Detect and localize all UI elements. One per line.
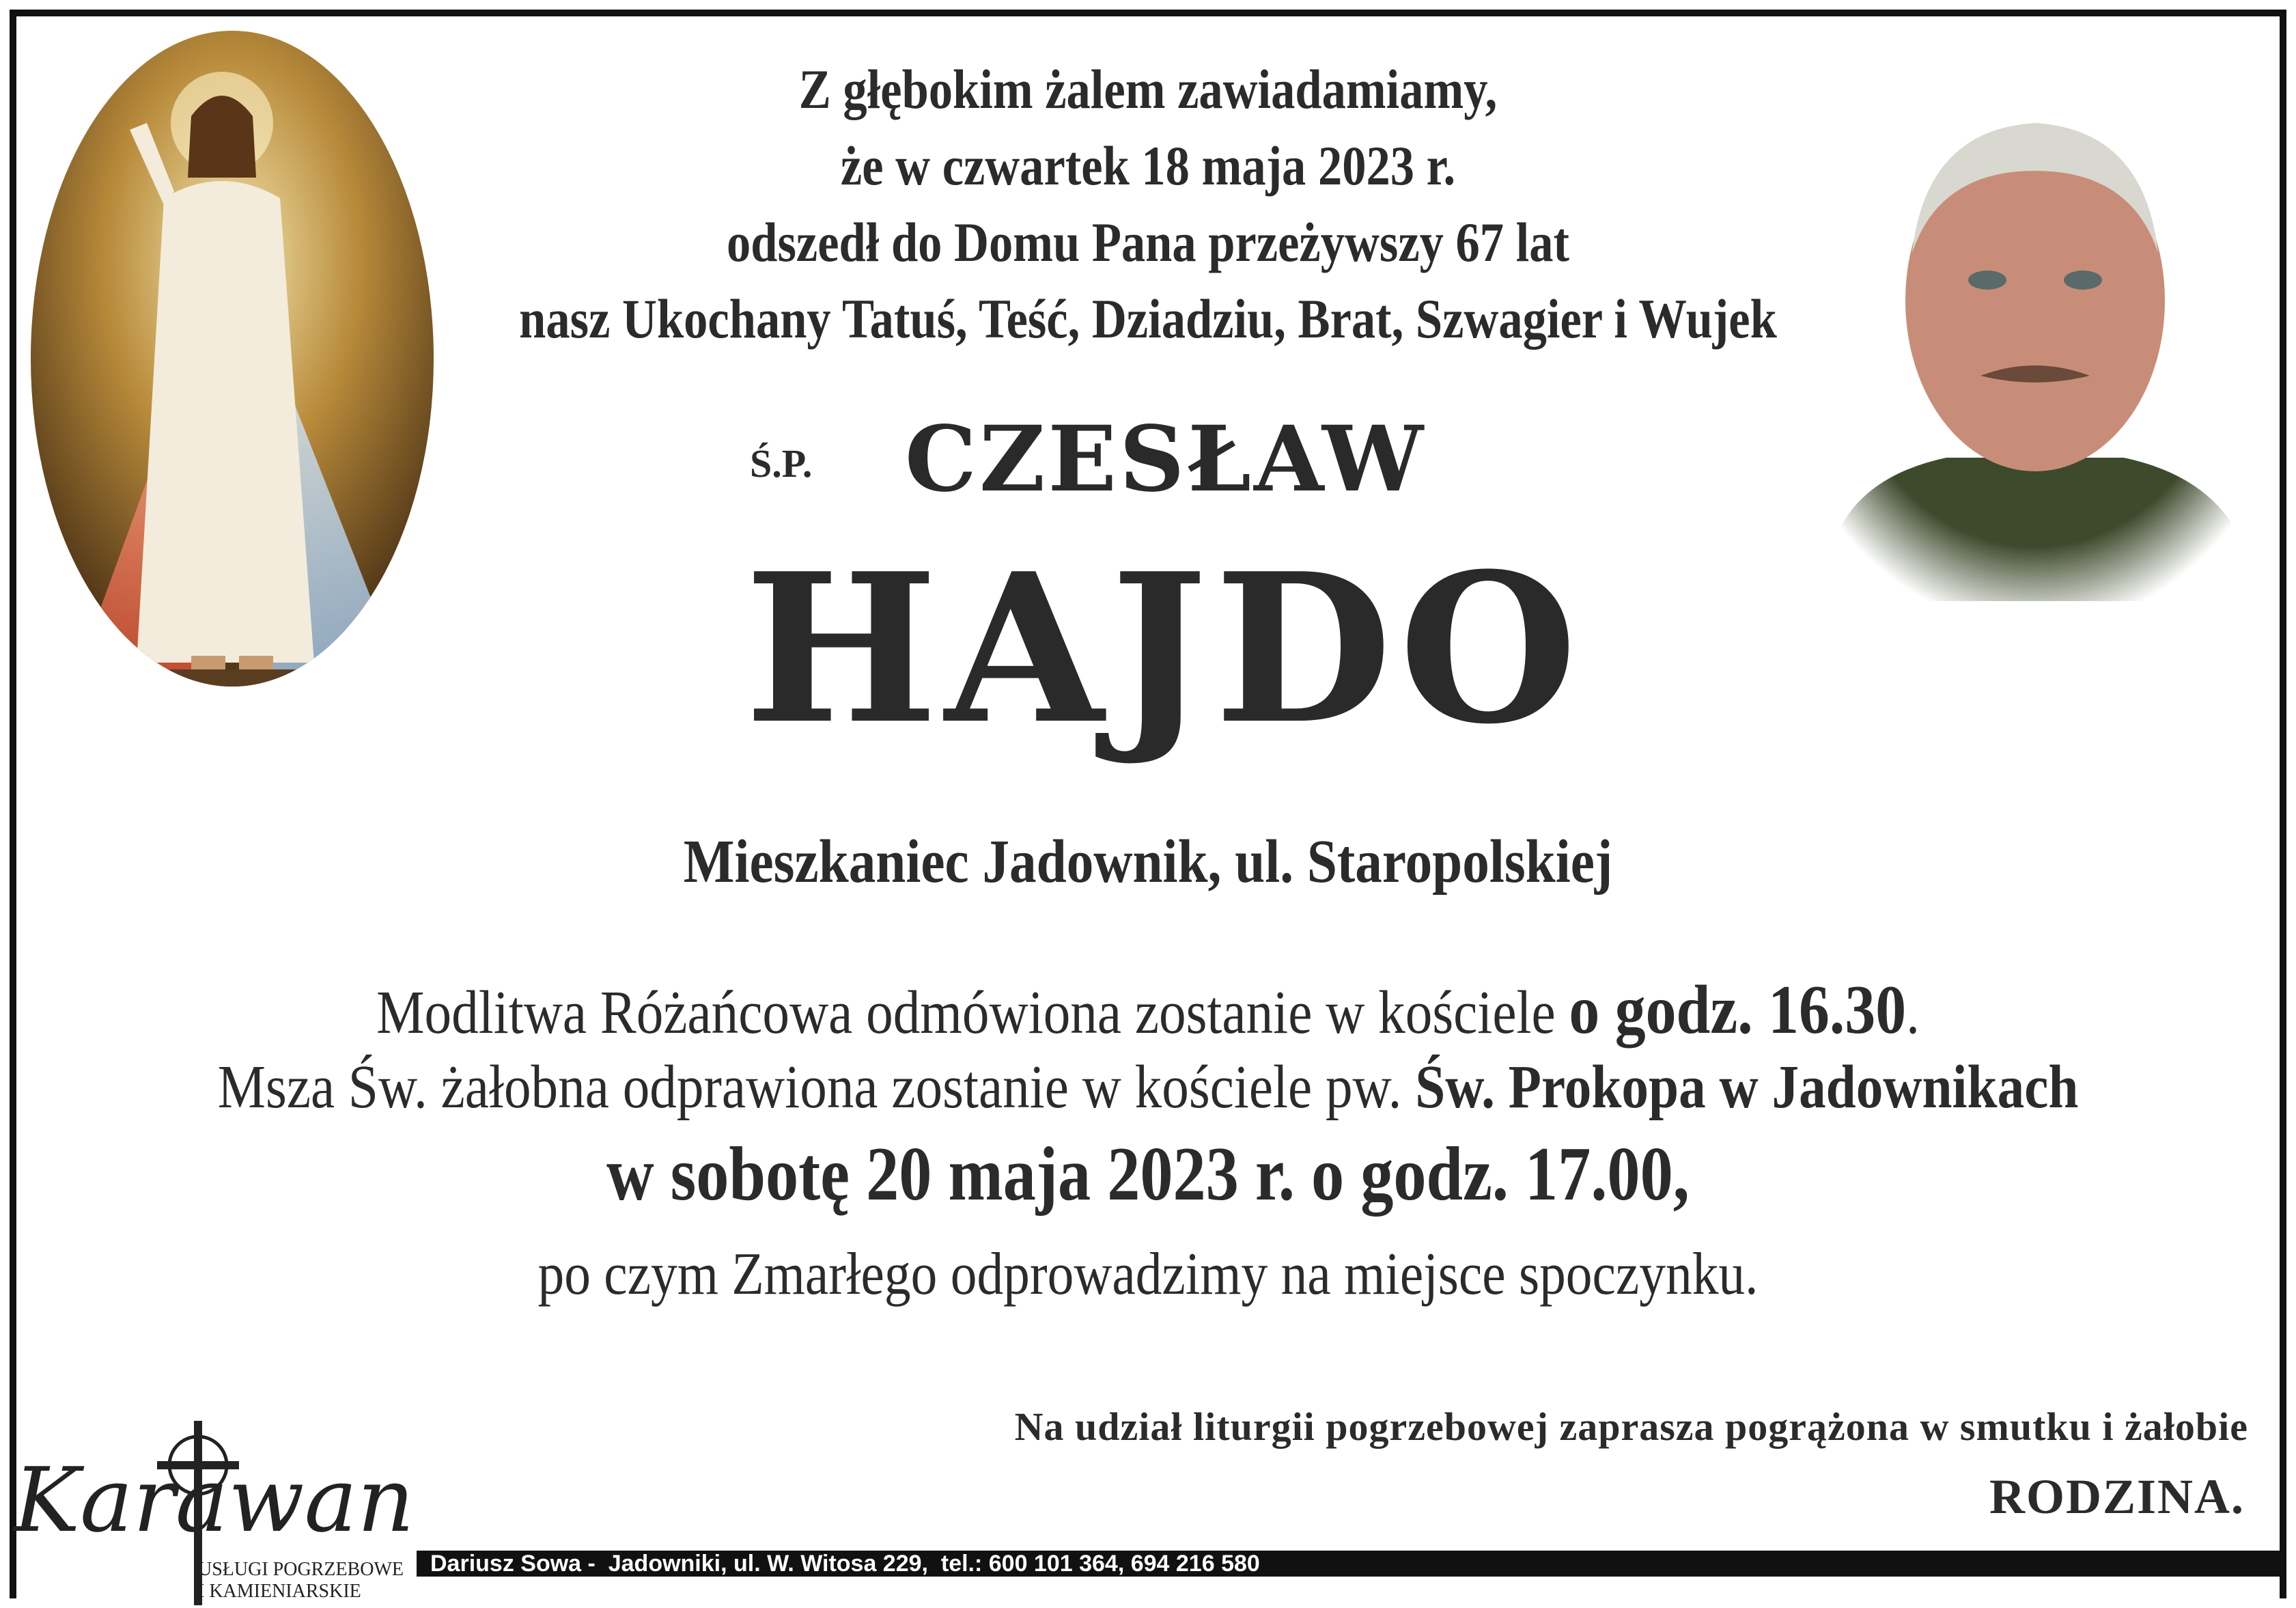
- logo-wordmark: Karawan: [14, 1448, 415, 1552]
- intro-line-1: Z głębokim żalem zawiadamiamy,: [798, 58, 1498, 120]
- first-name: CZESŁAW: [905, 406, 1427, 512]
- family-signature: RODZINA.: [1989, 1469, 2245, 1524]
- rosary-time: o godz. 16.30: [1569, 971, 1907, 1049]
- mass-text: Msza Św. żałobna odprawiona zostanie w kościele pw.: [217, 1053, 1416, 1121]
- intro-line-3: odszedł do Domu Pana przeżywszy 67 lat: [726, 211, 1570, 273]
- intro-line-2: że w czwartek 18 maja 2023 r.: [840, 135, 1456, 197]
- sp-prefix: Ś.P.: [750, 441, 813, 486]
- intro-text: [160, 51, 2135, 357]
- invitation-text: Na udział liturgii pogrzebowej zaprasza pogrążona w smutku i żałobie: [1014, 1404, 2248, 1449]
- rosary-text: Modlitwa Różańcowa odmówiona zostanie w kościele: [376, 979, 1569, 1046]
- mass-place: Św. Prokopa w Jadownikach: [1415, 1053, 2079, 1121]
- mass-date: w sobotę 20 maja 2023 r. o godz. 17.00,: [606, 1132, 1690, 1217]
- logo-sub-2: I KAMIENIARSKIE: [198, 1581, 361, 1602]
- rosary-end: .: [1906, 979, 1920, 1046]
- after-text: po czym Zmarłego odprowadzimy na miejsce spoczynku.: [537, 1241, 1759, 1307]
- contact-bar: Dariusz Sowa - Jadowniki, ul. W. Witosa 229, tel.: 600 101 364, 694 216 580: [417, 1551, 2281, 1577]
- surname: HAJDO: [744, 528, 1584, 769]
- logo-sub-1: USŁUGI POGRZEBOWE: [198, 1559, 404, 1580]
- intro-line-4: nasz Ukochany Tatuś, Teść, Dziadziu, Brat, Szwagier i Wujek: [519, 288, 1777, 350]
- mass-line: [138, 1052, 2159, 1122]
- rosary-line: [138, 970, 2159, 1050]
- logo-subtitle: [198, 1559, 404, 1603]
- residence: Mieszkaniec Jadownik, ul. Staropolskiej: [683, 828, 1613, 896]
